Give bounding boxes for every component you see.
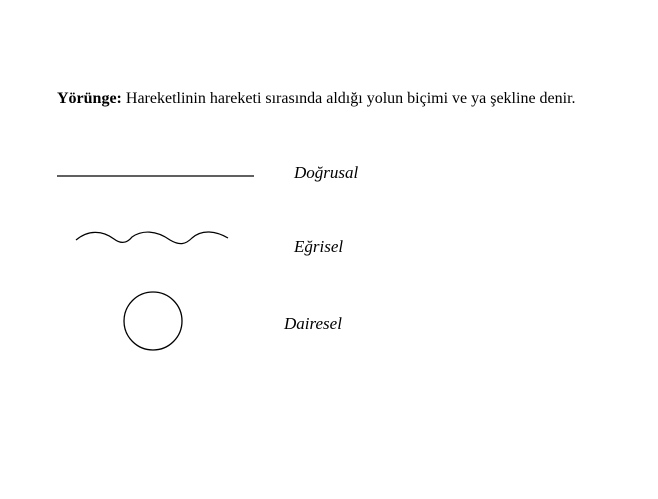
definition-term: Yörünge: (57, 90, 122, 107)
curved-path-icon (74, 226, 232, 250)
label-egrisel: Eğrisel (294, 237, 344, 256)
definition-paragraph (57, 89, 603, 109)
straight-path-icon (56, 170, 256, 182)
definition-text: Hareketlinin hareketi sırasında aldığı yolun biçimi ve ya şekline denir. (125, 90, 576, 107)
circle-path-icon (122, 290, 184, 352)
label-dogrusal: Doğrusal (294, 163, 359, 182)
label-dairesel: Dairesel (284, 314, 342, 333)
